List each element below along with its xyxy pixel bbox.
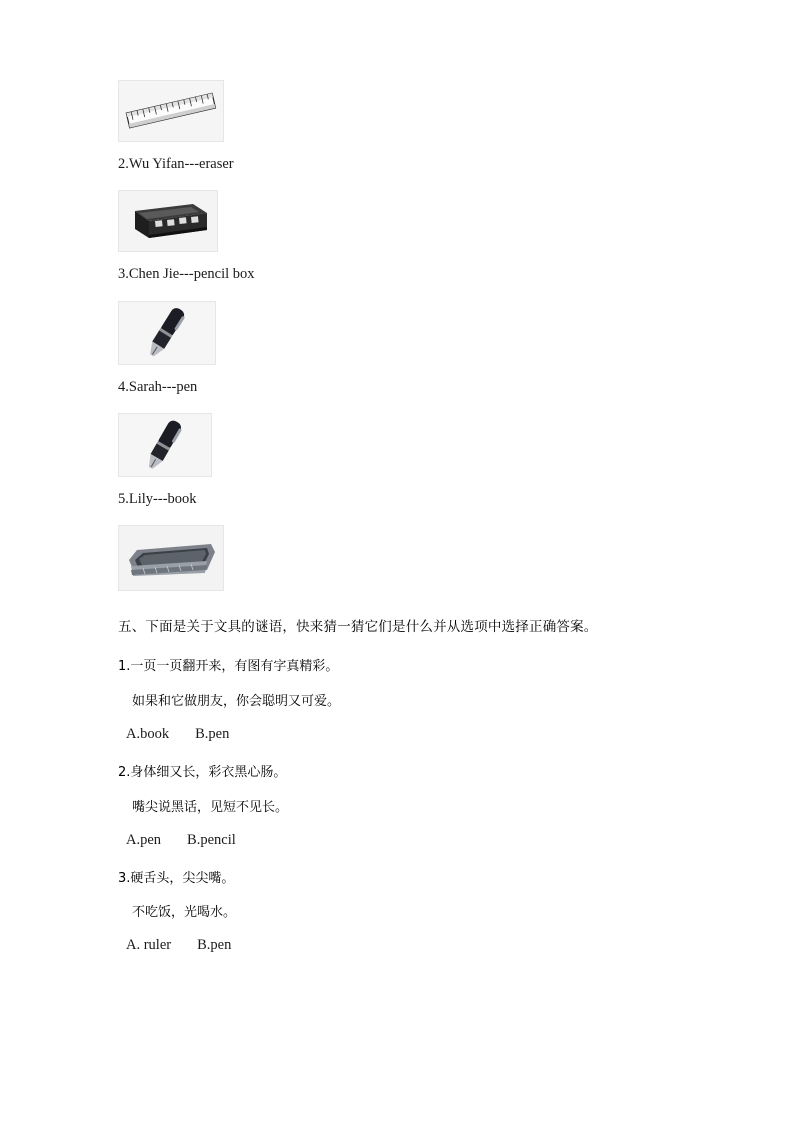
pencil-box-photo: [118, 190, 218, 252]
fountain-pen-photo-2: [118, 413, 212, 477]
list-item: 3.Chen Jie---pencil box: [118, 266, 255, 283]
riddle-line-1: 2.身体细又长，彩衣黑心肠。: [118, 765, 287, 781]
riddle-2: [118, 763, 678, 849]
riddle-line-2: 不吃饭，光喝水。: [132, 905, 237, 921]
riddle-line-2: 如果和它做朋友，你会聪明又可爱。: [132, 694, 341, 710]
section-heading: 五、下面是关于文具的谜语，快来猜一猜它们是什么并从选项中选择正确答案。: [118, 619, 598, 636]
option-b[interactable]: B.pencil: [187, 831, 236, 848]
riddle-line-1: 1.一页一页翻开来，有图有字真精彩。: [118, 659, 339, 675]
list-item: 2.Wu Yifan---eraser: [118, 156, 234, 172]
list-item: 4.Sarah---pen: [118, 378, 198, 395]
pencil-case-photo: [118, 525, 224, 591]
ruler-photo: [118, 80, 224, 142]
riddle-line-1: 3.硬舌头，尖尖嘴。: [118, 870, 235, 886]
option-b[interactable]: B.pen: [197, 937, 232, 954]
riddle-options: [126, 726, 678, 743]
option-a[interactable]: A.pen: [126, 831, 162, 848]
list-item: 5.Lily---book: [118, 490, 197, 507]
fountain-pen-photo: [118, 301, 216, 365]
riddle-options: [126, 832, 678, 849]
option-b[interactable]: B.pen: [195, 726, 230, 743]
option-a[interactable]: A.book: [126, 726, 170, 743]
riddle-line-2: 嘴尖说黑话，见短不见长。: [132, 799, 289, 815]
riddle-options: [126, 937, 678, 954]
option-a[interactable]: A. ruler: [126, 937, 172, 954]
riddle-1: [118, 657, 678, 743]
document-content: [118, 80, 678, 954]
riddle-3: [118, 869, 678, 955]
